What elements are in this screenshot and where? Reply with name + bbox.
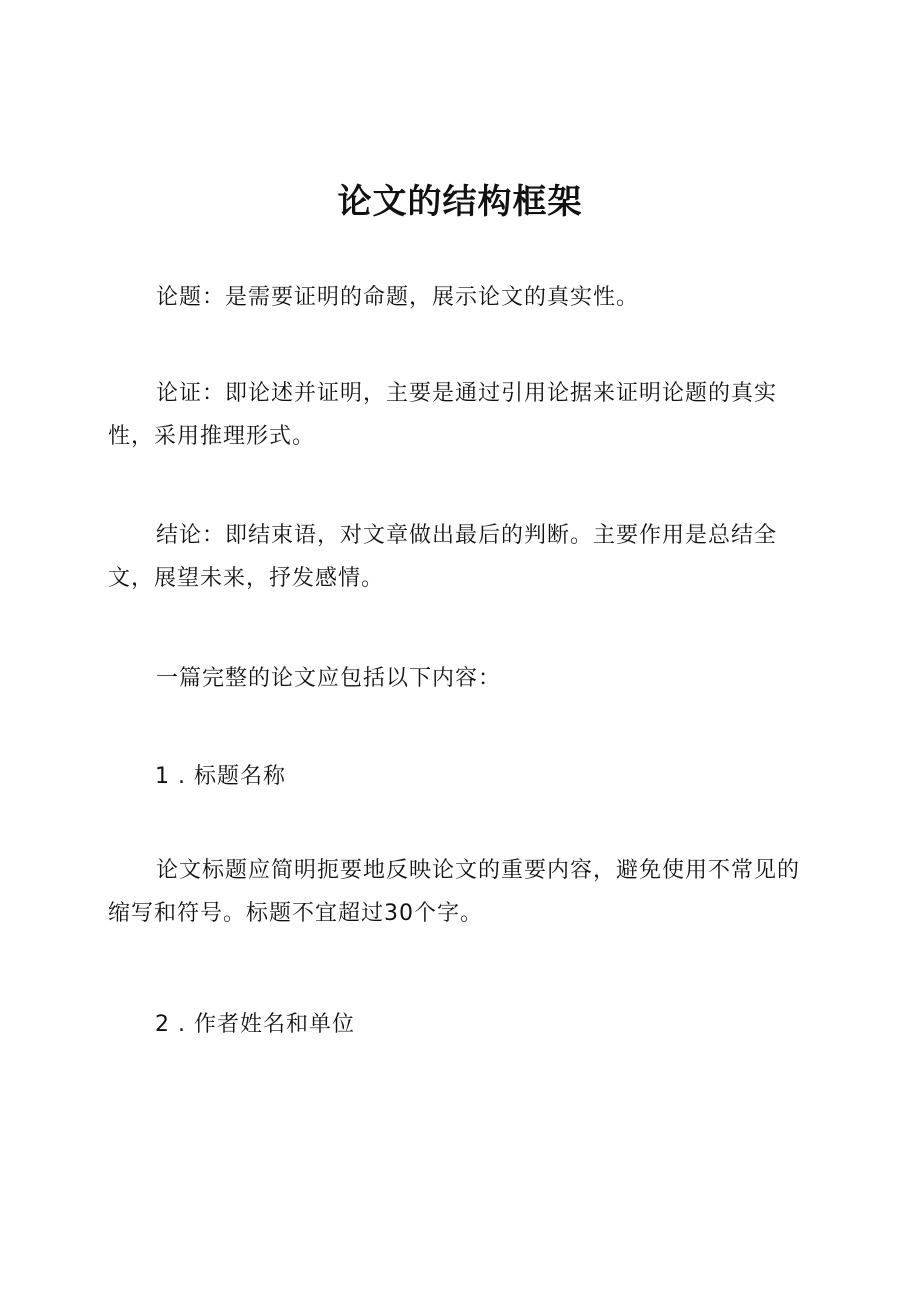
section-heading-author-unit: 2 . 作者姓名和单位 — [155, 1012, 355, 1037]
paragraph-argument: 论证：即论述并证明，主要是通过引用论据来证明论题的真实性，采用推理形式。 — [108, 381, 778, 449]
document-title: 论文的结构框架 — [337, 182, 583, 222]
section-body-title-name: 论文标题应简明扼要地反映论文的重要内容，避免使用不常见的缩写和符号。标题不宜超过30个字。 — [108, 858, 801, 926]
paragraph-thesis: 论题：是需要证明的命题，展示论文的真实性。 — [156, 285, 640, 310]
section-heading-title-name: 1 . 标题名称 — [155, 764, 286, 789]
paragraph-contents-intro: 一篇完整的论文应包括以下内容： — [156, 666, 502, 691]
paragraph-conclusion: 结论：即结束语，对文章做出最后的判断。主要作用是总结全文，展望未来，抒发感情。 — [108, 523, 778, 591]
